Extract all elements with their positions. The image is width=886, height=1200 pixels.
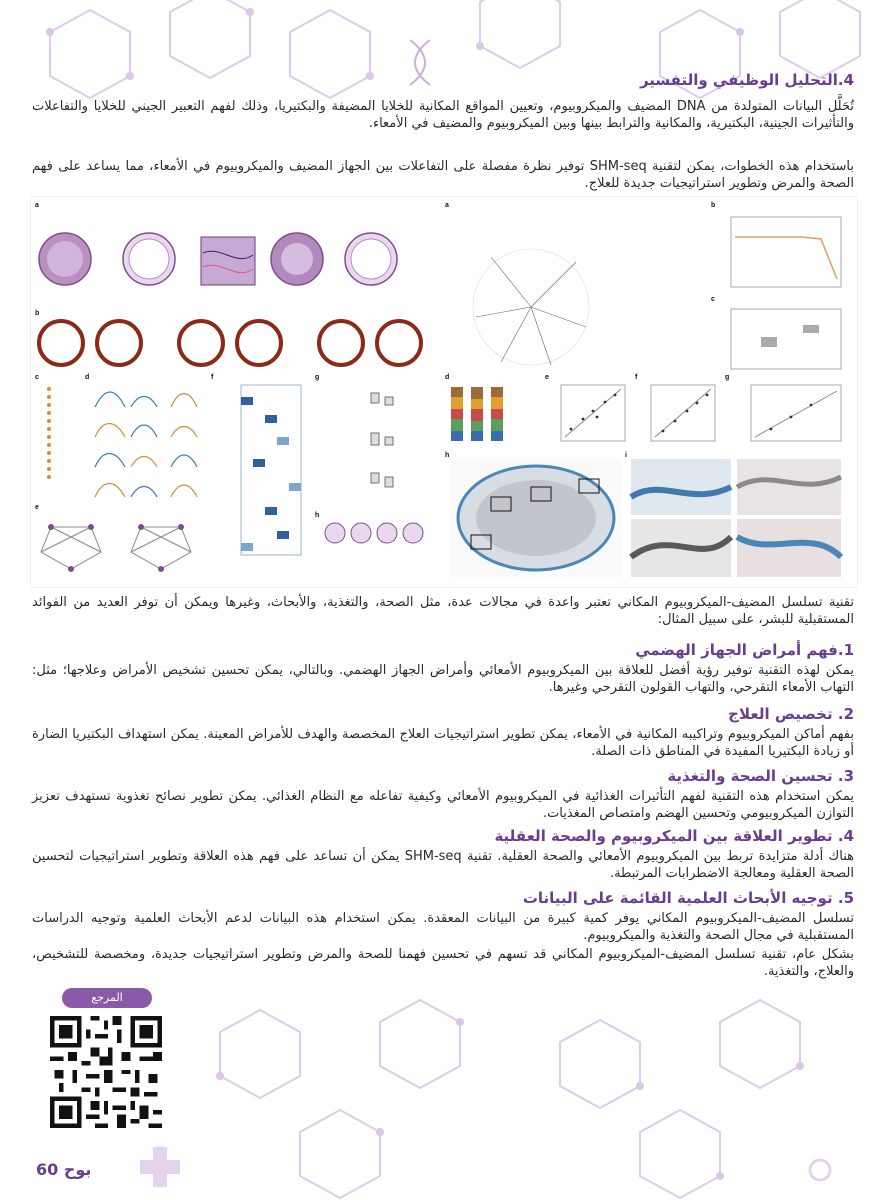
panel-letter-c-right: c bbox=[711, 296, 715, 303]
panel-letter-f: f bbox=[211, 374, 214, 381]
fish-tissue-image bbox=[451, 459, 621, 577]
stacked-bars bbox=[451, 387, 503, 441]
conclusion-paragraph: بشكل عام، تقنية تسلسل المضيف-الميكروبيوم المكاني قد تسهم في تحسين فهمنا للصحة والمرض وتطوير استراتيجيات جديدة، ومخصصة للتشخيص، والعلاج، والتغذية. bbox=[32, 947, 854, 979]
scatter-1 bbox=[561, 385, 625, 441]
scatter-3 bbox=[751, 385, 841, 441]
benefit-text-2: بفهم أماكن الميكروبيوم وتراكيبه المكانية في الأمعاء، يمكن تطوير استراتيجيات العلاج المخصصة والهدف للأمراض المعينة. يمكن استهداف البكتيريا الضارة أو زيادة البكتيريا المفيدة في المناطق ذات الصلة. bbox=[32, 727, 854, 759]
density-plots bbox=[95, 392, 197, 497]
tissue-section-images bbox=[39, 233, 397, 285]
panel-letter-h: h bbox=[315, 512, 320, 519]
panel-letter-i-right: i bbox=[625, 452, 627, 459]
benefit-text-3: يمكن استخدام هذه التقنية لفهم التأثيرات الغذائية في الميكروبيوم الأمعائي وكيفية تفاعله مع النظام الغذائي. يمكن تطوير نصائح تغذوية تستهدف تعزيز التوازن الميكروبيومي وتحسين الهضم وامتصاص المغذيات. bbox=[32, 789, 854, 821]
panel-letter-d-right: d bbox=[445, 374, 450, 381]
section-title-functional-analysis: 4.التحليل الوظيفي والتفسير bbox=[639, 71, 854, 89]
box-chart bbox=[731, 309, 841, 369]
network-graph bbox=[41, 527, 191, 569]
page-number-value: 60 bbox=[36, 1160, 59, 1179]
small-tissue-maps bbox=[325, 523, 423, 543]
heatmap bbox=[241, 385, 301, 555]
benefit-text-4: هناك أدلة متزايدة تربط بين الميكروبيوم الأمعائي والصحة العقلية. تقنية SHM-seq يمكن أن تساعد على فهم هذه العلاقة وتطوير استراتيجيات لتحسين الصحة العقلية ومعالجة الاضطرابات المرتبطة. bbox=[32, 849, 854, 881]
scientific-figure bbox=[30, 196, 858, 588]
figure-graphic bbox=[31, 197, 857, 587]
qr-code-icon[interactable] bbox=[50, 1016, 162, 1128]
dot-plot bbox=[47, 387, 51, 479]
microscopy-zoom-images bbox=[631, 459, 841, 577]
panel-letter-a: a bbox=[35, 202, 39, 209]
panel-letter-c: c bbox=[35, 374, 39, 381]
scatter-2 bbox=[651, 385, 715, 441]
section-paragraph: تُحَلَّل البيانات المتولدة من DNA المضيف والميكروبيوم، وتعيين المواقع المكانية للخلايا المضيفة والبكتيريا، وذلك لفهم التعبير الجيني للخلايا والتفاعلات والتأثيرات الجينية، البكتيرية، والمكانية والترابط بينها وبين الميكروبيوم والمضيف في الأمعاء. bbox=[32, 99, 854, 131]
page-brand: بوح bbox=[63, 1160, 92, 1179]
benefit-text-1: يمكن لهذه التقنية توفير رؤية أفضل للعلاقة بين الميكروبيوم الأمعائي وأمراض الجهاز الهضمي. وبالتالي، يمكن تحسين تشخيص الأمراض وعلاجها؛ مثل: التهاب الأمعاء التقرحي، والتهاب القولون التقرحي وغيرها. bbox=[32, 663, 854, 695]
panel-letter-b-right: b bbox=[711, 202, 716, 209]
benefit-title-4: 4. تطوير العلاقة بين الميكروبيوم والصحة العقلية bbox=[494, 827, 854, 845]
panel-letter-d: d bbox=[85, 374, 90, 381]
intro-paragraph: تقنية تسلسل المضيف-الميكروبيوم المكاني تعتبر واعدة في مجالات عدة، مثل الصحة، والتغذية، والأبحاث، وغيرها ويمكن أن توفر العديد من الفوائد المستقبلية للبشر، على سبيل المثال: bbox=[32, 595, 854, 627]
benefit-title-1: 1.فهم أمراض الجهاز الهضمي bbox=[635, 641, 854, 659]
panel-letter-b: b bbox=[35, 310, 40, 317]
panel-letter-e-right: e bbox=[545, 374, 549, 381]
benefit-title-2: 2. تخصيص العلاج bbox=[728, 705, 854, 723]
line-chart bbox=[731, 217, 841, 287]
panel-letter-h-right: h bbox=[445, 452, 450, 459]
section-paragraph: باستخدام هذه الخطوات، يمكن لتقنية SHM-seq توفير نظرة مفصلة على التفاعلات بين الجهاز المضيف والميكروبيوم في الأمعاء، مما يساعد على فهم الصحة والمرض وتطوير استراتيجيات جديدة للعلاج. bbox=[32, 159, 854, 191]
benefit-title-5: 5. توجيه الأبحاث العلمية القائمة على البيانات bbox=[522, 889, 854, 907]
panel-letter-g: g bbox=[315, 374, 320, 381]
benefit-text-5: تسلسل المضيف-الميكروبيوم المكاني يوفر كمية كبيرة من البيانات المعقدة. يمكن استخدام هذه البيانات لدعم الأبحاث العلمية وتوجيه الدراسات المستقبلية في مجال الصحة والتغذية والميكروبيوم. bbox=[32, 911, 854, 943]
page-number bbox=[36, 1160, 91, 1179]
panel-letter-f-right: f bbox=[635, 374, 638, 381]
panel-letter-a-right: a bbox=[445, 202, 449, 209]
expression-rings bbox=[39, 321, 421, 365]
benefit-title-3: 3. تحسين الصحة والتغذية bbox=[667, 767, 854, 785]
boxplots bbox=[371, 393, 393, 487]
panel-letter-g-right: g bbox=[725, 374, 730, 381]
reference-badge: المرجع bbox=[62, 988, 152, 1008]
phylogenetic-tree bbox=[473, 249, 589, 365]
panel-letter-e: e bbox=[35, 504, 39, 511]
